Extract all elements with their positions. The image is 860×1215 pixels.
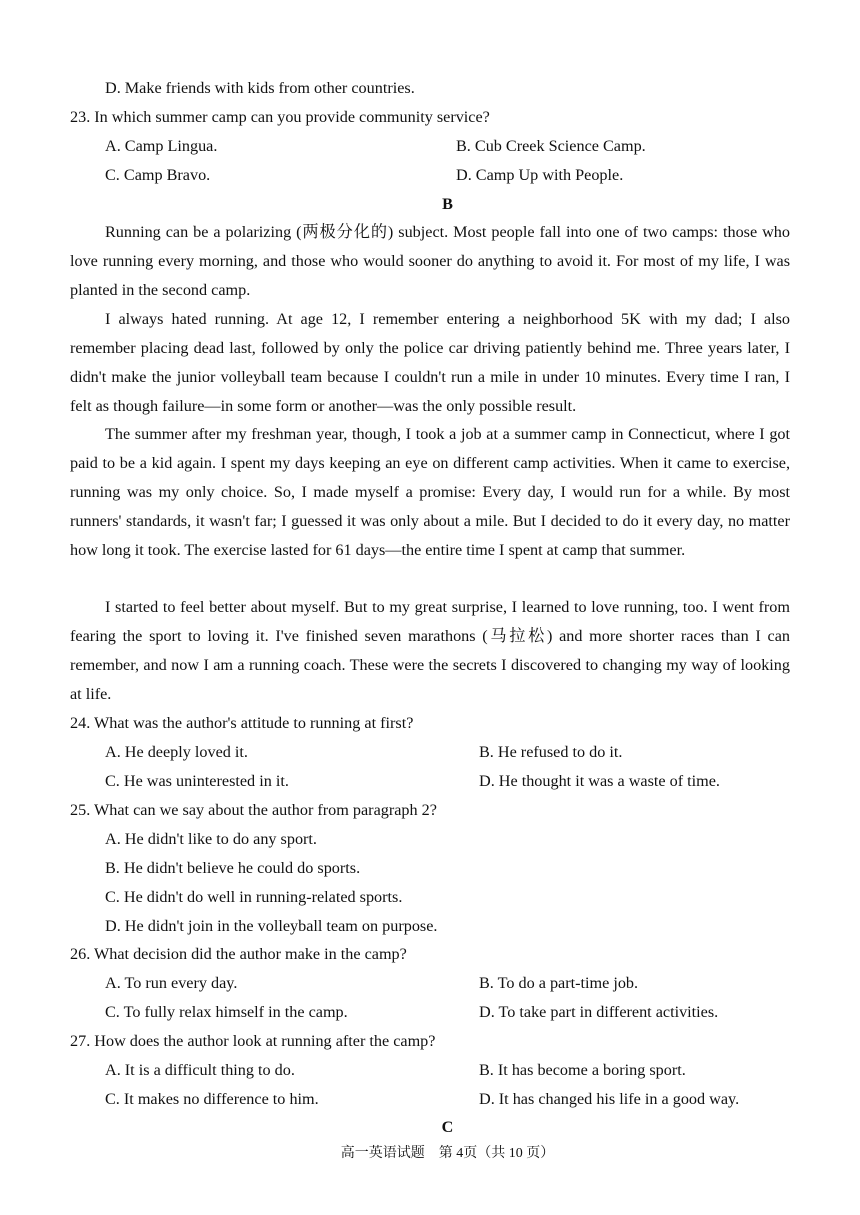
q26-option-d: D. To take part in different activities. (479, 1003, 719, 1021)
q26-question: 26. What decision did the author make in the camp? (70, 945, 407, 963)
passage-paragraph-2: I always hated running. At age 12, I remember entering a neighborhood 5K with my dad; I also remember placing dead last, followed by only the police car driving patiently behind me. Three years later, I didn't make the junior volleyball team because I couldn't run a mile in under 10 minutes. Every time I ran, I felt as though failure—in some form or another—was the only possible result. (70, 310, 790, 415)
q26-option-a: A. To run every day. (105, 974, 238, 992)
q25-option-a: A. He didn't like to do any sport. (105, 830, 317, 848)
q27-question: 27. How does the author look at running after the camp? (70, 1032, 436, 1050)
q23-option-a: A. Camp Lingua. (105, 137, 218, 155)
passage-paragraph-3: The summer after my freshman year, though, I took a job at a summer camp in Connecticut, where I got paid to be a kid again. I spent my days keeping an eye on different camp activities. When it came to exercise, running was my only choice. So, I made myself a promise: Every day, I would run for a while. By most runners' standards, it wasn't far; I guessed it was only about a mile. But I decided to do it every day, no matter how long it took. The exercise lasted for 61 days—the entire time I spent at camp that summer. (70, 425, 790, 559)
q24-option-c: C. He was uninterested in it. (105, 772, 289, 790)
section-b-heading: B (442, 195, 453, 213)
q23-option-b: B. Cub Creek Science Camp. (456, 137, 646, 155)
q25-question: 25. What can we say about the author from paragraph 2? (70, 801, 437, 819)
q24-option-d: D. He thought it was a waste of time. (479, 772, 720, 790)
section-c-heading: C (441, 1118, 454, 1136)
q23-option-c: C. Camp Bravo. (105, 166, 211, 184)
q26-option-c: C. To fully relax himself in the camp. (105, 1003, 348, 1021)
q24-option-a: A. He deeply loved it. (105, 743, 248, 761)
q24-option-b: B. He refused to do it. (479, 743, 623, 761)
page-footer: 高一英语试题 第 4页（共 10 页） (340, 1146, 555, 1161)
q23-option-d: D. Camp Up with People. (456, 166, 624, 184)
q27-option-a: A. It is a difficult thing to do. (105, 1061, 295, 1079)
passage-paragraph-4: I started to feel better about myself. But to my great surprise, I learned to love running, too. I went from fearing the sport to loving it. I've finished seven marathons (马拉松) and more shorter races than I can remember, and now I am a running coach. These were the secrets I discovered to changing my way of looking at life. (70, 598, 790, 703)
q25-option-b: B. He didn't believe he could do sports. (105, 859, 361, 877)
q22-option-d: D. Make friends with kids from other countries. (105, 79, 415, 97)
q24-question: 24. What was the author's attitude to running at first? (70, 714, 414, 732)
q25-option-c: C. He didn't do well in running-related sports. (105, 888, 403, 906)
q25-option-d: D. He didn't join in the volleyball team on purpose. (105, 917, 438, 935)
q26-option-b: B. To do a part-time job. (479, 974, 639, 992)
q27-option-b: B. It has become a boring sport. (479, 1061, 686, 1079)
passage-paragraph-1: Running can be a polarizing (两极分化的) subject. Most people fall into one of two camps: those who love running every morning, and those who would sooner do anything to avoid it. For most of my life, I was planted in the second camp. (70, 223, 790, 299)
q27-option-d: D. It has changed his life in a good way. (479, 1090, 740, 1108)
q27-option-c: C. It makes no difference to him. (105, 1090, 319, 1108)
q23-question: 23. In which summer camp can you provide community service? (70, 108, 490, 126)
